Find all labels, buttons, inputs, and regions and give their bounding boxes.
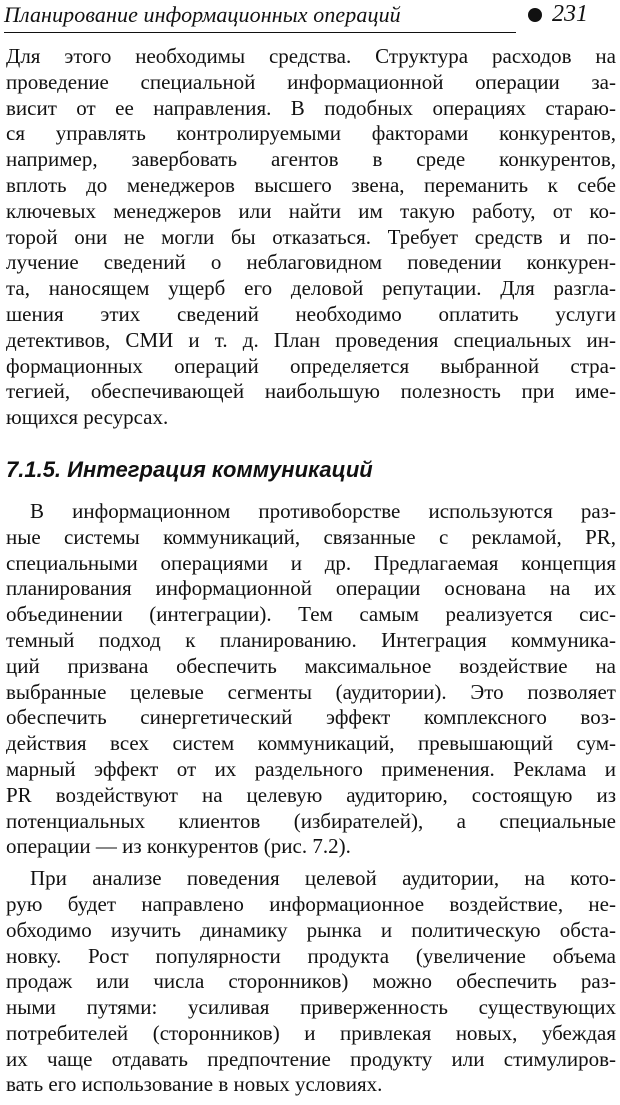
header-rule xyxy=(4,32,516,33)
bullet-dot-icon xyxy=(528,8,542,22)
page-number: 231 xyxy=(552,1,588,27)
text-line: темный подход к планированию. Интеграция коммуника- xyxy=(6,627,616,652)
text-line: обходимо изучить динамику рынка и политическую обста- xyxy=(6,917,616,942)
text-line: продаж или числа сторонников) можно обеспечить раз- xyxy=(6,969,616,994)
text-line: потенциальных клиентов (избирателей), а специальные xyxy=(6,808,616,833)
running-header xyxy=(4,0,614,36)
running-title: Планирование информационных операций xyxy=(4,2,401,27)
text-line: рую будет направлено информационное воздействие, не- xyxy=(6,891,616,916)
text-line: В информационном противоборстве используются раз- xyxy=(30,498,616,523)
page-content xyxy=(6,44,616,1098)
text-line: При анализе поведения целевой аудитории, на кото- xyxy=(30,866,616,891)
text-line: детективов, СМИ и т. д. План проведения специальных ин- xyxy=(6,327,616,352)
text-line: вплоть до менеджеров высшего звена, переманить к себе xyxy=(6,172,616,197)
text-line: новку. Рост популярности продукта (увеличение объема xyxy=(6,943,616,968)
text-line: операции — из конкурентов (рис. 7.2). xyxy=(6,834,351,859)
text-line: ными путями: усиливая приверженность существующих xyxy=(6,995,616,1020)
text-line: та, наносящем ущерб его деловой репутации. Для разгла- xyxy=(6,276,616,301)
text-line: выбранные целевые сегменты (аудитории). Это позволяет xyxy=(6,679,616,704)
text-line: например, завербовать агентов в среде конкурентов, xyxy=(6,147,616,172)
text-line: потребителей (сторонников) и привлекая новых, убеждая xyxy=(6,1020,616,1045)
text-line: лучение сведений о неблаговидном поведении конкурен- xyxy=(6,250,616,275)
text-line: ций призвана обеспечить максимальное воздействие на xyxy=(6,653,616,678)
text-line: вать его использование в новых условиях. xyxy=(6,1072,383,1097)
text-line: объединении (интеграции). Тем самым реализуется сис- xyxy=(6,602,616,627)
text-line: PR воздействуют на целевую аудиторию, состоящую из xyxy=(6,782,616,807)
text-line: висит от ее направления. В подобных операциях стараю- xyxy=(6,95,616,120)
text-line: проведение специальной информационной операции за- xyxy=(6,69,616,94)
text-line: ключевых менеджеров или найти им такую работу, от ко- xyxy=(6,198,616,223)
section-heading: 7.1.5. Интеграция коммуникаций xyxy=(6,456,373,482)
text-line: марный эффект от их раздельного применения. Реклама и xyxy=(6,756,616,781)
text-line: ные системы коммуникаций, связанные с рекламой, PR, xyxy=(6,524,616,549)
text-line: торой они не могли бы отказаться. Требует средств и по- xyxy=(6,224,616,249)
text-line: Для этого необходимы средства. Структура расходов на xyxy=(6,44,616,68)
text-line: ся управлять контролируемыми факторами конкурентов, xyxy=(6,121,616,146)
text-line: формационных операций определяется выбранной стра- xyxy=(6,353,616,378)
paragraph-3 xyxy=(6,866,616,1098)
text-line: тегией, обеспечивающей наибольшую полезность при име- xyxy=(6,379,616,404)
text-line: планирования информационной операции основана на их xyxy=(6,576,616,601)
text-line: специальными операциями и др. Предлагаемая концепция xyxy=(6,550,616,575)
text-line: шения этих сведений необходимо оплатить услуги xyxy=(6,301,616,326)
paragraph-2 xyxy=(6,499,616,860)
text-line: их чаще отдавать предпочтение продукту или стимулиров- xyxy=(6,1046,616,1071)
text-line: действия всех систем коммуникаций, превышающий сум- xyxy=(6,731,616,756)
text-line: обеспечить синергетический эффект комплексного воз- xyxy=(6,705,616,730)
text-line: ющихся ресурсах. xyxy=(6,405,169,430)
paragraph-1 xyxy=(6,44,616,431)
